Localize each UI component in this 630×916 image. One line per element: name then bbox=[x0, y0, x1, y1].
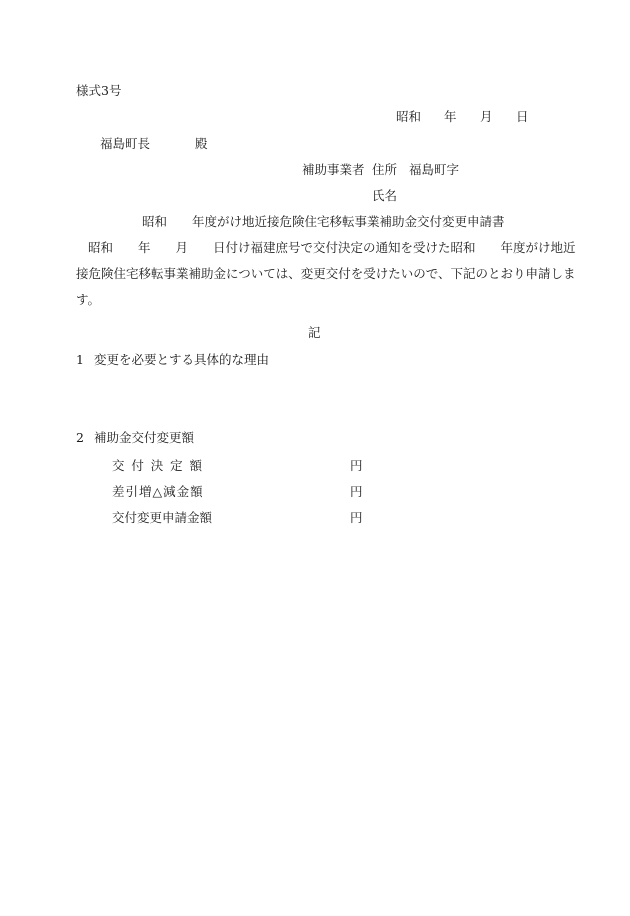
section-2-number: 2 bbox=[76, 430, 84, 445]
addressee-honorific: 殿 bbox=[195, 136, 208, 151]
section-2-title: 補助金交付変更額 bbox=[94, 430, 195, 445]
date-line bbox=[0, 109, 630, 125]
amount-label: 交付変更申請金額 bbox=[112, 510, 213, 525]
form-number: 様式3号 bbox=[76, 83, 122, 98]
amount-label: 差引増△減金額 bbox=[112, 484, 204, 499]
body-line-2: 接危険住宅移転事業補助金については、変更交付を受けたいので、下記のとおり申請しま bbox=[76, 266, 576, 281]
amount-unit: 円 bbox=[350, 458, 363, 473]
applicant-name-label: 氏名 bbox=[372, 188, 398, 203]
amount-label: 交付決定額 bbox=[112, 458, 209, 473]
amount-row-decided bbox=[112, 456, 362, 472]
amount-unit: 円 bbox=[350, 484, 363, 499]
section-1-number: 1 bbox=[76, 352, 84, 367]
applicant-address-label: 住所 bbox=[372, 162, 398, 177]
date-era: 昭和 bbox=[396, 109, 422, 124]
applicant-role: 補助事業者 bbox=[302, 162, 365, 177]
amount-row-difference bbox=[112, 482, 362, 498]
addressee-name: 福島町長 bbox=[100, 136, 151, 151]
section-1-title: 変更を必要とする具体的な理由 bbox=[94, 352, 270, 367]
ki-heading: 記 bbox=[308, 325, 321, 340]
date-month: 月 bbox=[480, 109, 493, 124]
body-line-1: 昭和 年 月 日付け福建庶号で交付決定の通知を受けた昭和 年度がけ地近 bbox=[88, 240, 576, 255]
applicant-address-value: 福島町字 bbox=[409, 162, 460, 177]
date-year: 年 bbox=[444, 109, 457, 124]
amount-row-requested bbox=[112, 508, 362, 524]
document-title: 昭和 年度がけ地近接危険住宅移転事業補助金交付変更申請書 bbox=[142, 214, 505, 229]
date-day: 日 bbox=[516, 109, 529, 124]
body-line-3: す。 bbox=[76, 292, 101, 307]
amount-unit: 円 bbox=[350, 510, 363, 525]
